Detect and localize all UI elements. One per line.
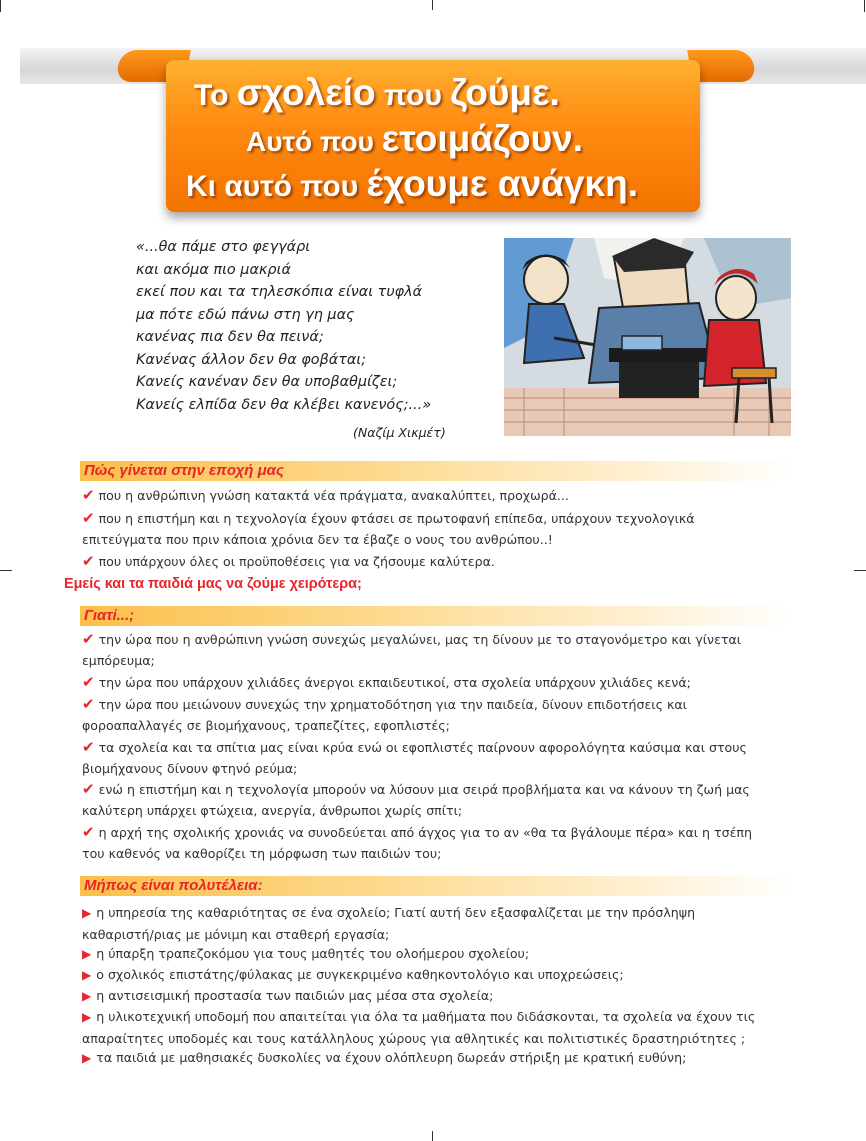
item-text: ο σχολικός επιστάτης/φύλακας με συγκεκριμένο καθηκοντολόγιο και υποχρεώσεις; bbox=[96, 967, 624, 982]
item-text: που η επιστήμη και η τεχνολογία έχουν φτάσει σε πρωτοφανή επίπεδα, υπάρχουν τεχνολογικά bbox=[98, 511, 695, 526]
triangle-bullet-icon: ▶ bbox=[82, 947, 92, 961]
item-text: που υπάρχουν όλες οι προϋποθέσεις για να ζήσουμε καλύτερα. bbox=[98, 554, 495, 569]
crop-mark bbox=[432, 0, 433, 10]
check-icon: ✔ bbox=[82, 695, 95, 713]
list-item bbox=[82, 551, 794, 572]
banner-text-emphasis: ζούμε. bbox=[450, 72, 560, 113]
item-text: η υλικοτεχνική υποδομή που απαιτείται για όλα τα μαθήματα που διδάσκονται, τα σχολεία να έχουν τις bbox=[96, 1009, 756, 1024]
section-header-luxury bbox=[80, 876, 792, 896]
poem-line: Κανείς κανέναν δεν θα υποβαθμίζει; bbox=[136, 374, 398, 390]
item-text: εμπόρευμα; bbox=[82, 653, 155, 668]
item-text: απαραίτητες υποδομές και τους κατάλληλους χώρους για αθλητικές και πολιτιστικές δραστηριότητες ; bbox=[82, 1031, 746, 1046]
check-icon: ✔ bbox=[82, 509, 95, 527]
banner-text: Αυτό που bbox=[246, 126, 382, 157]
item-text: την ώρα που η ανθρώπινη γνώση συνεχώς μεγαλώνει, μας τη δίνουν με το σταγονόμετρο και γίνεται bbox=[98, 632, 742, 647]
poem-line: μα πότε εδώ πάνω στη γη μας bbox=[136, 306, 355, 323]
crop-mark bbox=[864, 0, 865, 12]
item-text: ενώ η επιστήμη και η τεχνολογία μπορούν να λύσουν μια σειρά προβλήματα και να κάνουν τη ζωή μας bbox=[98, 782, 750, 797]
triangle-bullet-icon: ▶ bbox=[82, 989, 92, 1003]
item-text: τα σχολεία και τα σπίτια μας είναι κρύα ενώ οι εφοπλιστές παίρνουν αφορολόγητα καύσιμα και στους bbox=[98, 740, 747, 755]
item-text: τα παιδιά με μαθησιακές δυσκολίες να έχουν ολόπλευρη δωρεάν στήριξη με κρατική ευθύνη; bbox=[96, 1050, 687, 1065]
banner-text: Το bbox=[194, 79, 237, 112]
crop-mark bbox=[854, 570, 866, 571]
list-item bbox=[82, 985, 794, 1007]
triangle-bullet-icon: ▶ bbox=[82, 1010, 92, 1024]
triangle-bullet-icon: ▶ bbox=[82, 968, 92, 982]
section-title: Μήπως είναι πολυτέλεια: bbox=[84, 877, 263, 894]
banner-line-2 bbox=[246, 118, 583, 160]
check-icon: ✔ bbox=[82, 738, 95, 756]
poem-line: Κανένας άλλον δεν θα φοβάται; bbox=[136, 351, 367, 368]
item-text: φοροαπαλλαγές σε βιομήχανους, τραπεζίτες, εφοπλιστές; bbox=[82, 718, 450, 733]
poem-line: και ακόμα πιο μακριά bbox=[136, 261, 291, 278]
item-text: του καθενός να καθορίζει τη μόρφωση των παιδιών του; bbox=[82, 846, 442, 861]
check-icon: ✔ bbox=[82, 630, 95, 648]
list-item bbox=[82, 1006, 794, 1049]
list-item bbox=[82, 779, 794, 821]
item-text: η ύπαρξη τραπεζοκόμου για τους μαθητές του ολοήμερου σχολείου; bbox=[96, 946, 530, 961]
item-text: την ώρα που υπάρχουν χιλιάδες άνεργοι εκπαιδευτικοί, στα σχολεία υπάρχουν χιλιάδες κενά; bbox=[98, 675, 691, 690]
poem-line: «...θα πάμε στο φεγγάρι bbox=[136, 239, 311, 255]
item-text: καλύτερη υπάρχει φτώχεια, ανεργία, άνθρωποι χωρίς σπίτι; bbox=[82, 803, 463, 818]
banner-text: Κι αυτό που bbox=[186, 170, 367, 203]
list-item bbox=[82, 902, 794, 945]
list-item bbox=[82, 508, 794, 550]
list-item bbox=[82, 485, 794, 506]
poem-line: κανένας πια δεν θα πεινά; bbox=[136, 329, 324, 345]
section-header-era bbox=[80, 461, 792, 481]
section-header-why bbox=[80, 606, 792, 626]
item-text: η αρχή της σχολικής χρονιάς να συνοδεύεται από άγχος για το αν «θα τα βγάλουμε πέρα» και η τσέπη bbox=[98, 825, 752, 840]
list-item bbox=[82, 629, 794, 671]
triangle-bullet-icon: ▶ bbox=[82, 906, 92, 920]
section-title: Πώς γίνεται στην εποχή μας bbox=[84, 462, 284, 479]
poem-line: εκεί που και τα τηλεσκόπια είναι τυφλά bbox=[136, 284, 423, 300]
poem-line: Κανείς ελπίδα δεν θα κλέβει κανενός;...» bbox=[136, 396, 432, 413]
banner-line-1 bbox=[194, 72, 560, 114]
item-text: καθαριστή/ριας με μόνιμη και σταθερή εργασία; bbox=[82, 927, 390, 942]
section-question: Εμείς και τα παιδιά μας να ζούμε χειρότερα; bbox=[64, 576, 362, 592]
item-text: η αντισεισμική προστασία των παιδιών μας μέσα στα σχολεία; bbox=[96, 988, 494, 1003]
crop-mark bbox=[0, 0, 1, 12]
list-item bbox=[82, 694, 794, 736]
list-item bbox=[82, 943, 794, 965]
list-item bbox=[82, 822, 794, 864]
item-text: βιομήχανους δίνουν φτηνό ρεύμα; bbox=[82, 761, 298, 776]
check-icon: ✔ bbox=[82, 780, 95, 798]
check-icon: ✔ bbox=[82, 673, 95, 691]
banner-text-emphasis: έχουμε ανάγκη. bbox=[366, 163, 638, 204]
check-icon: ✔ bbox=[82, 823, 95, 841]
crop-mark bbox=[432, 1131, 433, 1141]
banner-text-emphasis: σχολείο bbox=[236, 72, 376, 113]
title-banner bbox=[166, 60, 700, 212]
item-text: την ώρα που μειώνουν συνεχώς την χρηματοδότηση για την παιδεία, δίνουν επιδοτήσεις και bbox=[98, 697, 687, 712]
list-item bbox=[82, 672, 794, 693]
children-illustration bbox=[504, 238, 791, 436]
poem bbox=[136, 236, 476, 416]
crop-mark bbox=[0, 570, 12, 571]
banner-text-emphasis: ετοιμάζουν. bbox=[381, 118, 583, 159]
item-text: επιτεύγματα που πριν κάποια χρόνια δεν τα έβαζε ο νους του ανθρώπου..! bbox=[82, 532, 553, 547]
list-item bbox=[82, 737, 794, 779]
item-text: η υπηρεσία της καθαριότητας σε ένα σχολείο; Γιατί αυτή δεν εξασφαλίζεται με την πρόσληψη bbox=[96, 905, 696, 920]
triangle-bullet-icon: ▶ bbox=[82, 1051, 92, 1065]
banner-text: που bbox=[375, 79, 451, 112]
poem-author: (Ναζίμ Χικμέτ) bbox=[353, 425, 446, 440]
check-icon: ✔ bbox=[82, 486, 95, 504]
list-item bbox=[82, 1047, 794, 1069]
check-icon: ✔ bbox=[82, 552, 95, 570]
section-title: Γιατί...; bbox=[84, 607, 135, 624]
list-item bbox=[82, 964, 794, 986]
banner-line-3 bbox=[186, 163, 638, 205]
item-text: που η ανθρώπινη γνώση κατακτά νέα πράγματα, ανακαλύπτει, προχωρά... bbox=[98, 488, 569, 503]
